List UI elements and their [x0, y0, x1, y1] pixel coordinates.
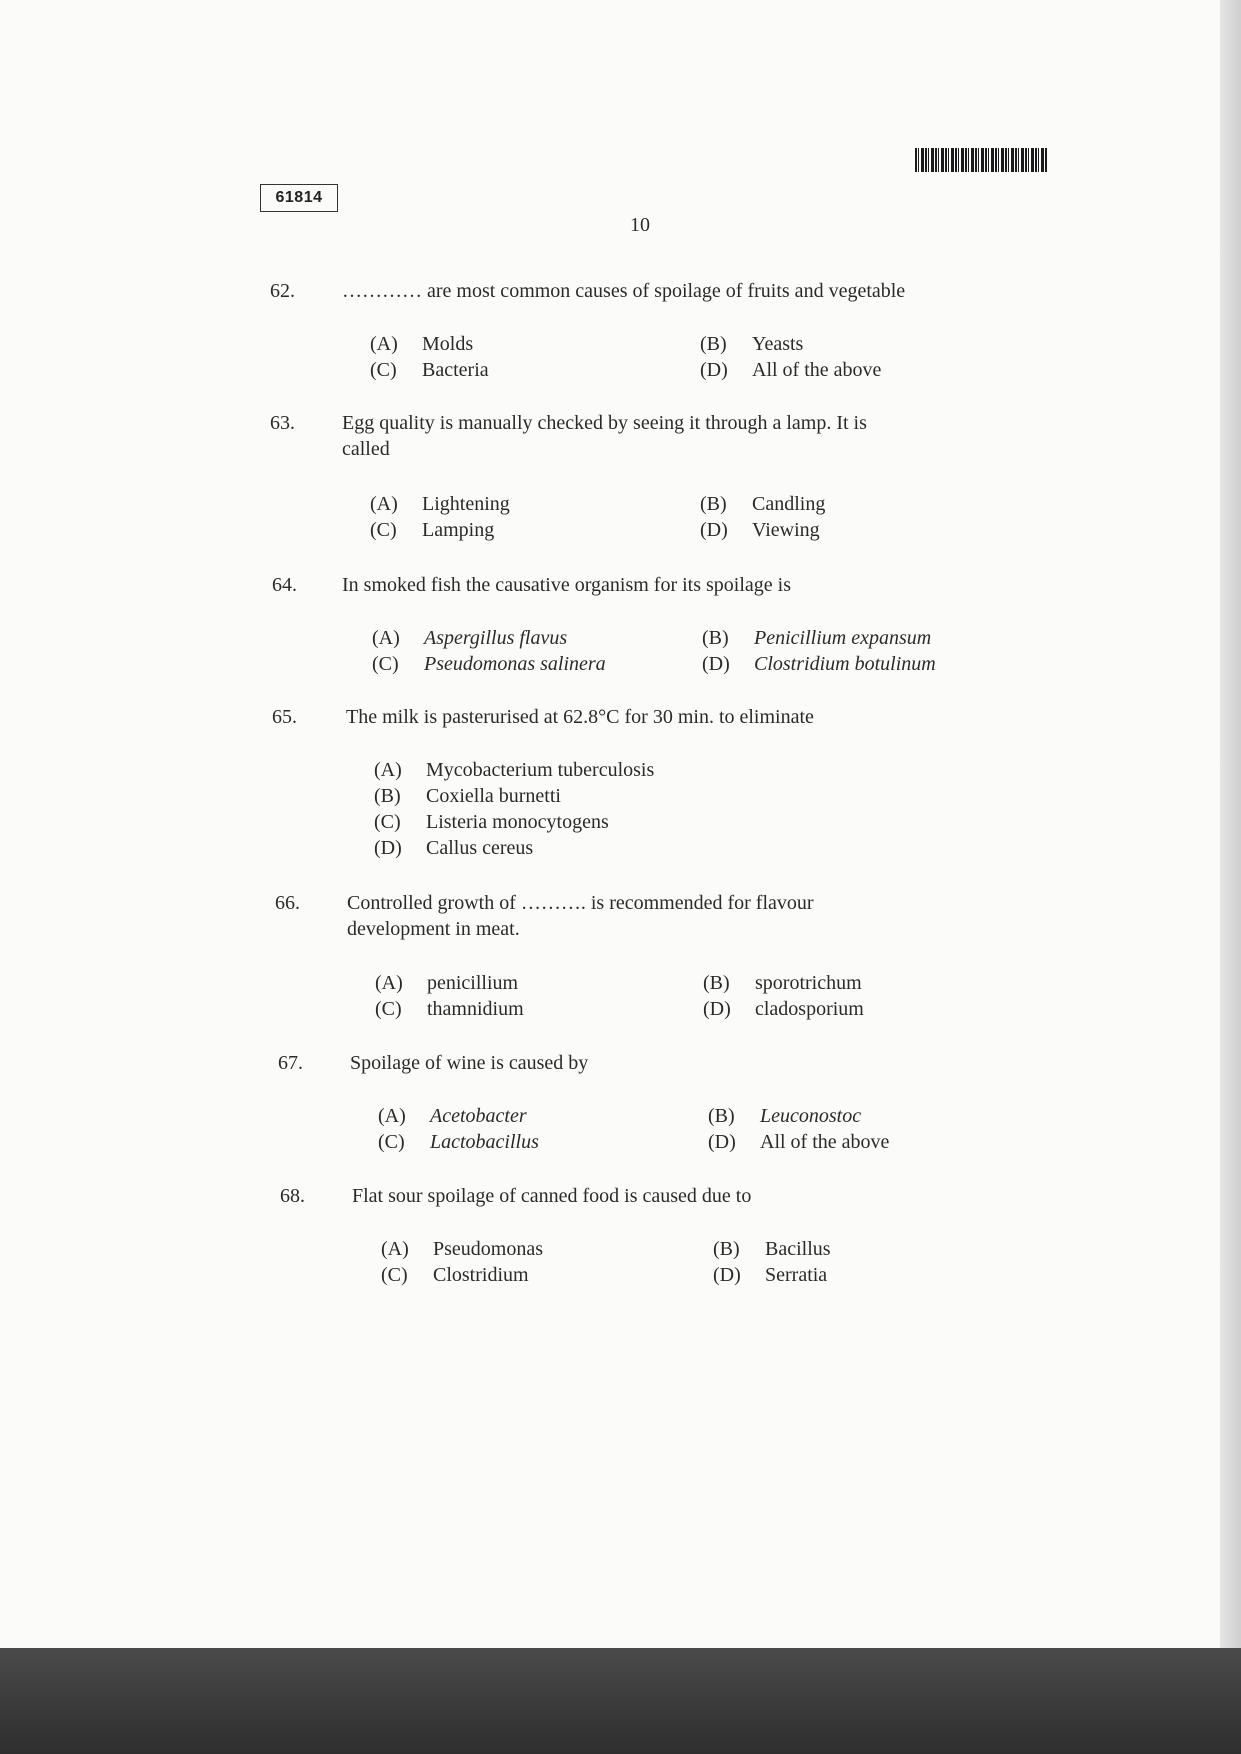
barcode [915, 148, 1047, 172]
option-d: (D) cladosporium [703, 998, 864, 1020]
scan-right-edge [1220, 0, 1241, 1648]
question-number: 64. [272, 574, 297, 596]
option-c: (C) Lamping [370, 519, 495, 541]
question-stem-line1: Controlled growth of ………. is recommended for flavour [347, 892, 814, 914]
option-b: (B) Coxiella burnetti [374, 785, 561, 807]
question-number: 66. [275, 892, 300, 914]
option-b: (B) Penicillium expansum [702, 627, 932, 649]
question-number: 63. [270, 412, 295, 434]
option-a: (A) Acetobacter [378, 1105, 527, 1127]
question-stem-line1: Egg quality is manually checked by seeing it through a lamp. It is [342, 412, 867, 434]
question-stem: In smoked fish the causative organism for its spoilage is [342, 574, 791, 596]
option-d: (D) Viewing [700, 519, 820, 541]
option-b: (B) Bacillus [713, 1238, 831, 1260]
option-d: (D) All of the above [700, 359, 882, 381]
option-d: (D) Serratia [713, 1264, 828, 1286]
option-a: (A) penicillium [375, 972, 519, 994]
question-number: 68. [280, 1185, 305, 1207]
option-c: (C) Clostridium [381, 1264, 529, 1286]
option-b: (B) Leuconostoc [708, 1105, 862, 1127]
question-number: 62. [270, 280, 295, 302]
question-stem-line2: development in meat. [347, 918, 520, 940]
question-stem: ………… are most common causes of spoilage of fruits and vegetable [342, 280, 906, 302]
option-d: (D) Callus cereus [374, 837, 534, 859]
option-d: (D) All of the above [708, 1131, 890, 1153]
question-stem-line2: called [342, 438, 390, 460]
page-number: 10 [630, 214, 650, 236]
question-number: 67. [278, 1052, 303, 1074]
option-b: (B) Candling [700, 493, 826, 515]
option-a: (A) Pseudomonas [381, 1238, 543, 1260]
option-c: (C) Pseudomonas salinera [372, 653, 606, 675]
option-b: (B) sporotrichum [703, 972, 862, 994]
question-stem: Spoilage of wine is caused by [350, 1052, 589, 1074]
option-c: (C) thamnidium [375, 998, 524, 1020]
question-stem: Flat sour spoilage of canned food is caused due to [352, 1185, 752, 1207]
scan-bottom-strip [0, 1648, 1241, 1754]
option-a: (A) Molds [370, 333, 474, 355]
option-a: (A) Aspergillus flavus [372, 627, 568, 649]
option-c: (C) Lactobacillus [378, 1131, 539, 1153]
option-c: (C) Listeria monocytogens [374, 811, 609, 833]
option-d: (D) Clostridium botulinum [702, 653, 936, 675]
question-stem: The milk is pasterurised at 62.8°C for 30 min. to eliminate [346, 706, 814, 728]
option-a: (A) Lightening [370, 493, 510, 515]
paper-code-box: 61814 [260, 184, 338, 212]
option-c: (C) Bacteria [370, 359, 489, 381]
question-number: 65. [272, 706, 297, 728]
option-a: (A) Mycobacterium tuberculosis [374, 759, 655, 781]
option-b: (B) Yeasts [700, 333, 804, 355]
